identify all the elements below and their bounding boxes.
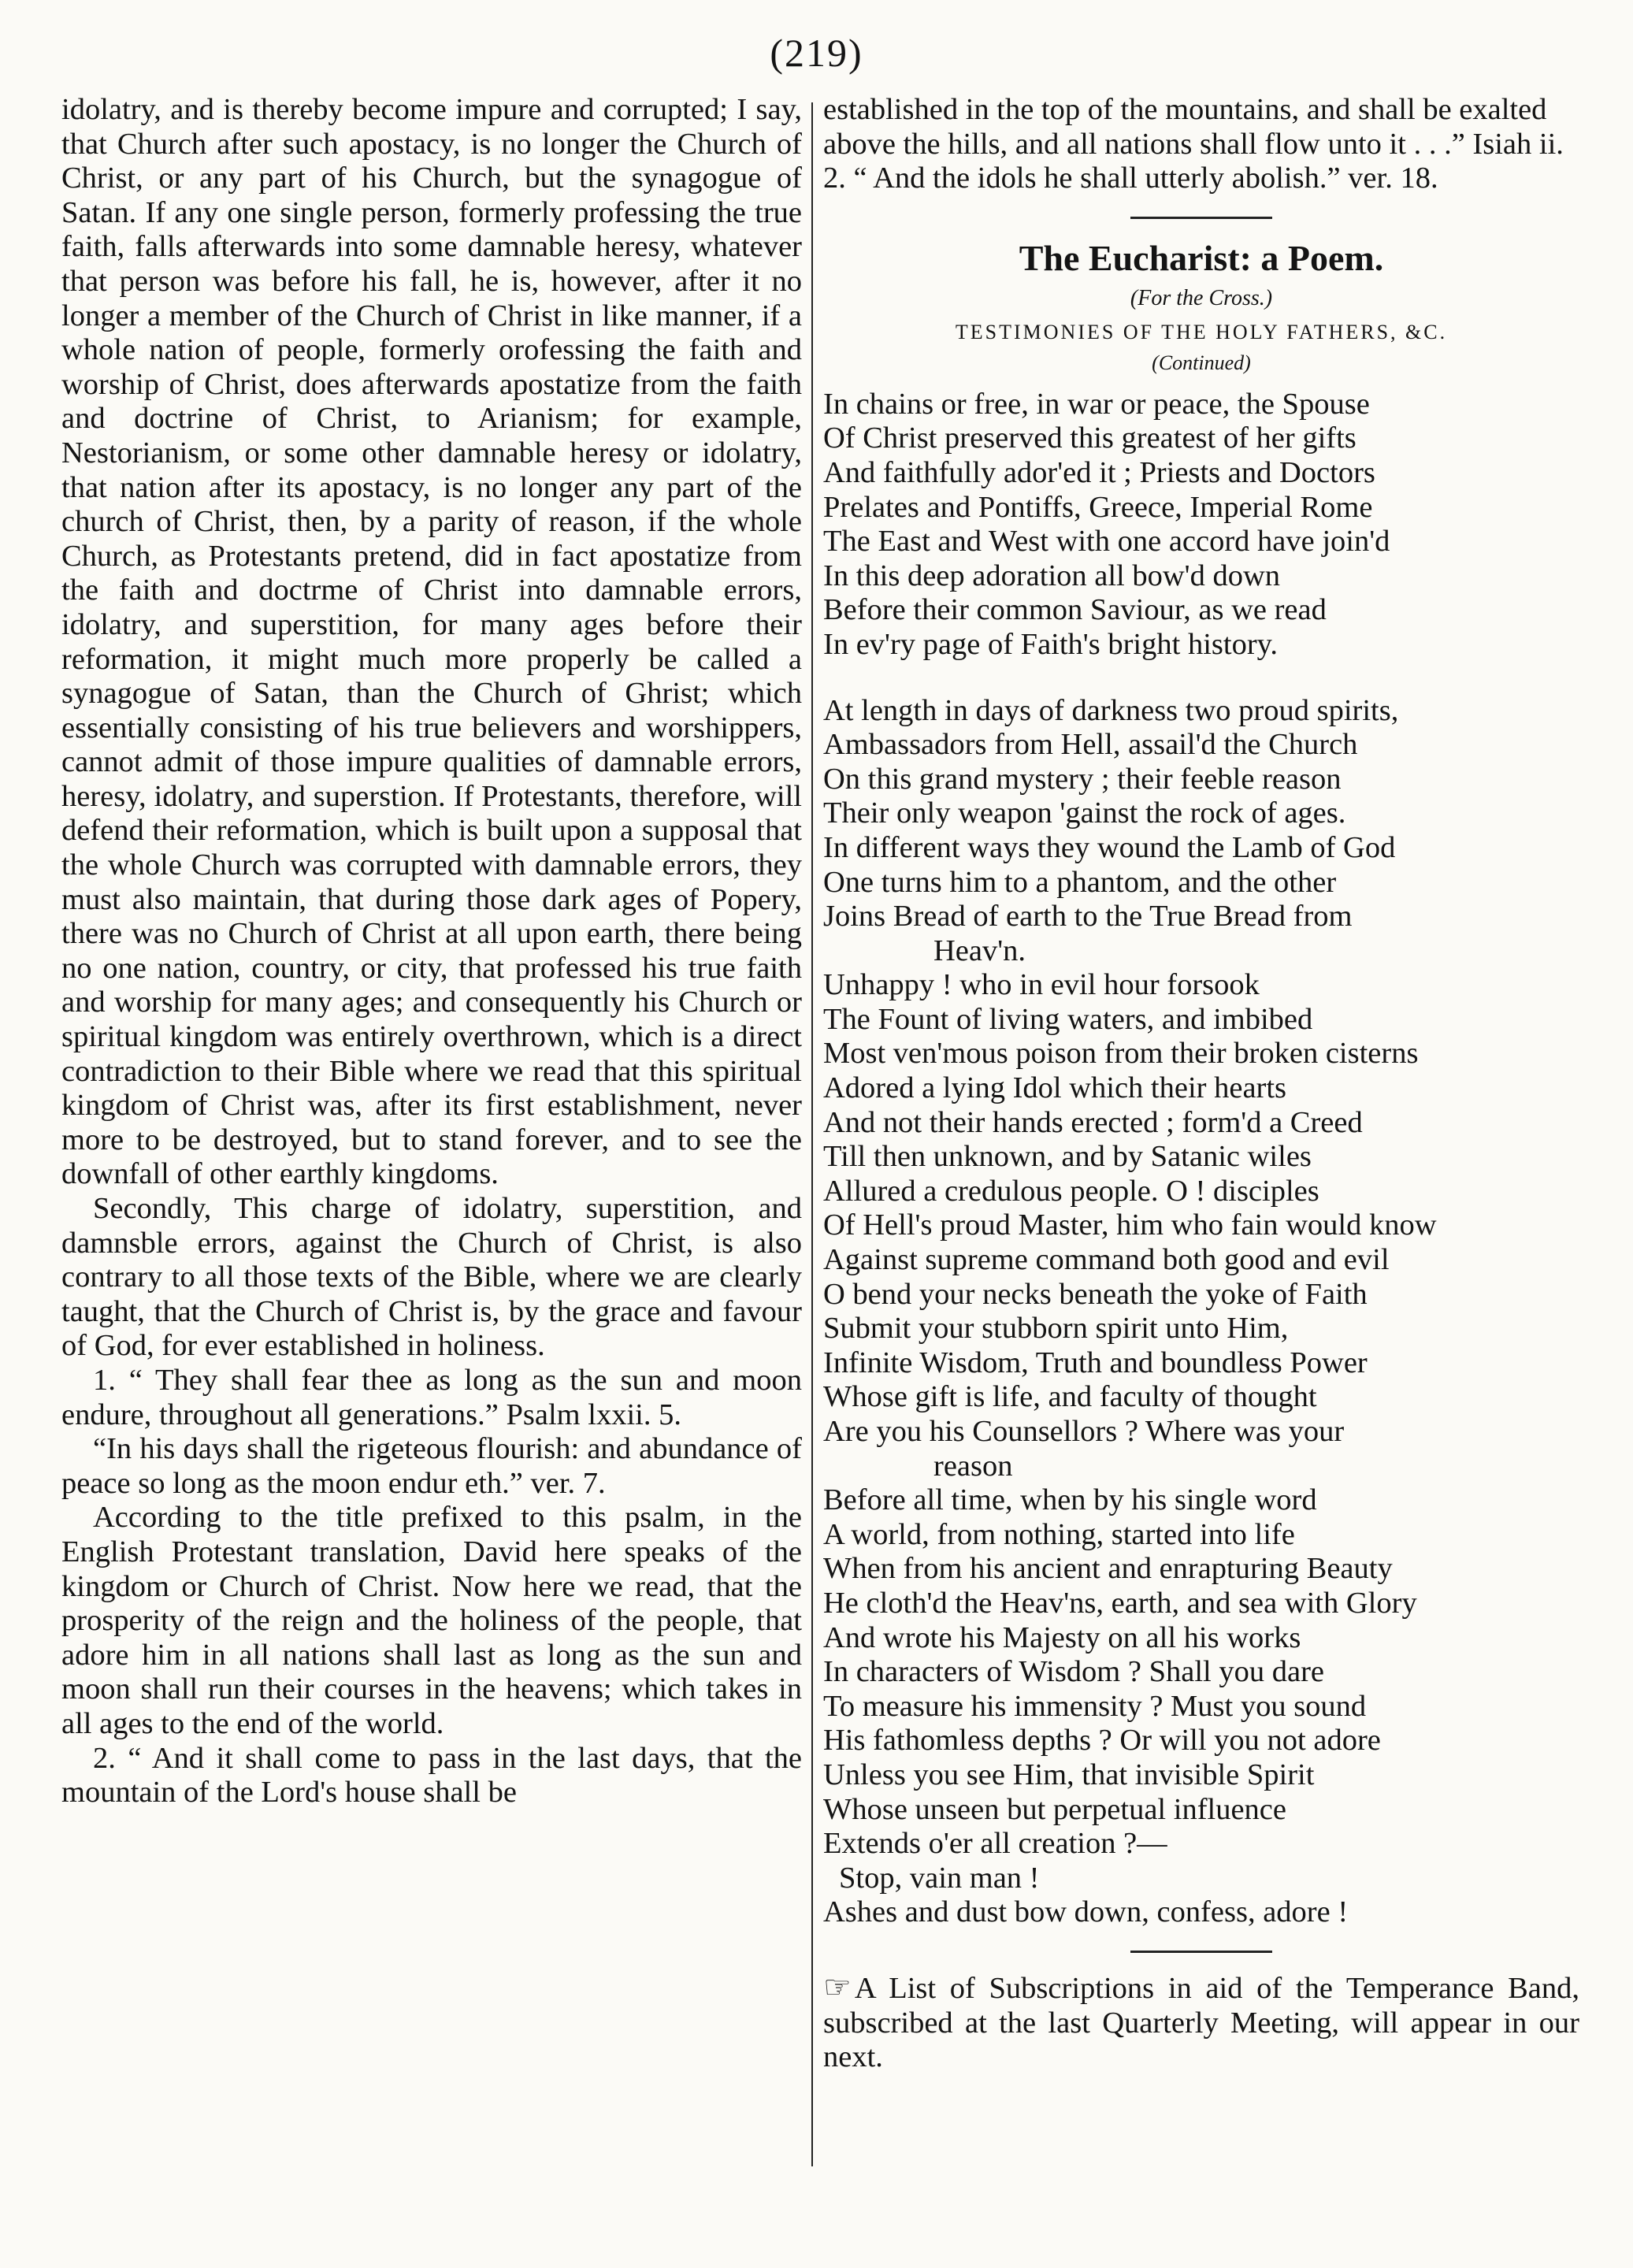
poem-subtitle: (For the Cross.): [1130, 285, 1273, 310]
poem-line: Till then unknown, and by Satanic wiles: [823, 1140, 1312, 1174]
paragraph: According to the title prefixed to this psalm, in the English Protestant translation, David here speaks of the kingdom or Church of Christ. Now here we read, that the prosperity of the reign and the holiness of the people, that adore him in all nations shall last as long as the sun and moon shall run their courses in the heavens; which takes in all ages to the end of the world.: [61, 1501, 802, 1740]
poem-line: Their only weapon 'gainst the rock of ages.: [823, 796, 1346, 830]
poem-line: Before all time, when by his single word: [823, 1483, 1317, 1517]
poem-line: The East and West with one accord have join'd: [823, 525, 1390, 559]
paragraph: idolatry, and is thereby become impure and corrupted; I say, that Church after such apostacy, is no longer the Church of Christ, or any part of his Church, but the synagogue of Satan. If any one single person, formerly professing the true faith, falls afterwards into some damnable heresy, whatever that person was before his fall, he is, however, after it no longer a member of the Church of Christ in like manner, if a whole nation of people, formerly orofessing the faith and worship of Christ, does afterwards apostatize from the faith and doctrine of Christ, to Arianism; for example, Nestorianism, or some other damnable heresy or idolatry, that nation after its apostacy, is no longer any part of the church of Christ, then, by a parity of reason, if the whole Church, as Protestants pretend, did in fact apostatize from the faith and doctrme of Christ into damnable errors, idolatry, and superstition, for many ages before their reformation, it might much more properly be called a synagogue of Satan, than the Church of Ghrist; which essentially consisting of his true believers and worshippers, cannot admit of those impure qualities of damnable errors, heresy, idolatry, and superstion. If Protestants, therefore, will defend their reformation, which is built upon a supposal that the whole Church was corrupted with damnable errors, they must also maintain, that during those dark ages of Popery, there was no Church of Christ at all upon earth, there being no one nation, country, or city, that professed his true faith and worship for many ages; and consequently his Church or spiritual kingdom was entirely overthrown, which is a direct contradiction to their Bible where we read that this spiritual kingdom of Christ was, after its first establishment, never more to be destroyed, but to stand forever, and to see the downfall of other earthly kingdoms.: [61, 93, 802, 1191]
column-divider: [811, 102, 813, 2166]
poem-line: Joins Bread of earth to the True Bread from: [823, 900, 1353, 934]
notice: [823, 1970, 1579, 2075]
poem-line: Of Hell's proud Master, him who fain would know: [823, 1208, 1437, 1242]
poem-line: In this deep adoration all bow'd down: [823, 559, 1281, 592]
poem-line: His fathomless depths ? Or will you not adore: [823, 1724, 1381, 1758]
right-column: [823, 93, 1579, 2075]
page-number: (219): [770, 31, 863, 75]
poem-line: And wrote his Majesty on all his works: [823, 1620, 1301, 1654]
poem-title: The Eucharist: a Poem.: [1019, 237, 1384, 278]
poem-line: Adored a lying Idol which their hearts: [823, 1071, 1287, 1105]
left-column: [61, 93, 802, 1810]
poem-stanza: [823, 388, 1579, 663]
poem-line: Ambassadors from Hell, assail'd the Church: [823, 728, 1358, 762]
poem-line: On this grand mystery ; their feeble reason: [823, 762, 1342, 796]
poem-line: In different ways they wound the Lamb of God: [823, 830, 1396, 864]
poem-line: Ashes and dust bow down, confess, adore !: [823, 1895, 1349, 1929]
notice-text: A List of Subscriptions in aid of the Temperance Band, subscribed at the last Quarterly Meeting, will appear in our next.: [823, 1971, 1579, 2074]
poem-line: In ev'ry page of Faith's bright history.: [823, 627, 1279, 661]
poem-line: Before their common Saviour, as we read: [823, 593, 1327, 627]
poem-line: Against supreme command both good and evil: [823, 1243, 1390, 1277]
poem-line: Prelates and Pontiffs, Greece, Imperial Rome: [823, 490, 1373, 524]
poem-line: A world, from nothing, started into life: [823, 1517, 1295, 1551]
pointing-hand-icon: ☞: [823, 1969, 852, 2005]
poem-line: Submit your stubborn spirit unto Him,: [823, 1312, 1289, 1346]
poem-line: Allured a credulous people. O ! disciples: [823, 1174, 1319, 1208]
paragraph: 1. “ They shall fear thee as long as the sun and moon endure, throughout all generations.” Psalm lxxii. 5.: [61, 1363, 802, 1431]
poem-line: Are you his Counsellors ? Where was your: [823, 1415, 1345, 1448]
section-rule: [1130, 217, 1272, 219]
poem-line: Infinite Wisdom, Truth and boundless Power: [823, 1346, 1368, 1379]
poem-line: O bend your necks beneath the yoke of Faith: [823, 1277, 1368, 1311]
poem-line: One turns him to a phantom, and the other: [823, 865, 1337, 899]
poem-line: Unhappy ! who in evil hour forsook: [823, 968, 1260, 1002]
paragraph: 2. “ And it shall come to pass in the last days, that the mountain of the Lord's house shall be: [61, 1741, 802, 1810]
poem-line: At length in days of darkness two proud spirits,: [823, 693, 1399, 727]
continuation-paragraph: established in the top of the mountains, and shall be exalted above the hills, and all nations shall flow unto it . . .” Isiah ii. 2. “ And the idols he shall utterly abolish.” ver. 18.: [823, 93, 1564, 195]
poem-line: Heav'n.: [933, 934, 1026, 967]
section-rule: [1130, 1951, 1272, 1953]
poem-line: He cloth'd the Heav'ns, earth, and sea with Glory: [823, 1586, 1417, 1620]
paragraph: “In his days shall the rigeteous flourish: and abundance of peace so long as the moon endur eth.” ver. 7.: [61, 1432, 802, 1500]
poem-line: To measure his immensity ? Must you sound: [823, 1689, 1367, 1723]
poem-line: Unless you see Him, that invisible Spirit: [823, 1758, 1315, 1791]
poem-line: And faithfully ador'ed it ; Priests and Doctors: [823, 455, 1375, 489]
poem-line: reason: [933, 1449, 1013, 1483]
poem-line: Of Christ preserved this greatest of her gifts: [823, 421, 1357, 455]
poem-continued-label: (Continued): [1152, 351, 1251, 374]
poem-line: Whose gift is life, and faculty of thought: [823, 1380, 1317, 1414]
poem-heading: TESTIMONIES OF THE HOLY FATHERS, &C.: [955, 320, 1448, 343]
poem-line: In characters of Wisdom ? Shall you dare: [823, 1655, 1324, 1689]
poem-line: When from his ancient and enrapturing Beauty: [823, 1552, 1393, 1586]
paragraph: Secondly, This charge of idolatry, superstition, and damnsble errors, against the Church of Christ, is also contrary to all those texts of the Bible, where we are clearly taught, that the Church of Christ is, by the grace and favour of God, for ever established in holiness.: [61, 1192, 802, 1363]
poem-line: In chains or free, in war or peace, the Spouse: [823, 387, 1370, 421]
poem-line: And not their hands erected ; form'd a Creed: [823, 1105, 1363, 1139]
poem-line: The Fount of living waters, and imbibed: [823, 1002, 1313, 1036]
poem-stanza: [823, 694, 1579, 1930]
poem-line: Stop, vain man !: [839, 1861, 1040, 1895]
poem-line: Most ven'mous poison from their broken cisterns: [823, 1037, 1419, 1071]
poem-line: Whose unseen but perpetual influence: [823, 1792, 1286, 1826]
poem-line: Extends o'er all creation ?—: [823, 1827, 1167, 1861]
